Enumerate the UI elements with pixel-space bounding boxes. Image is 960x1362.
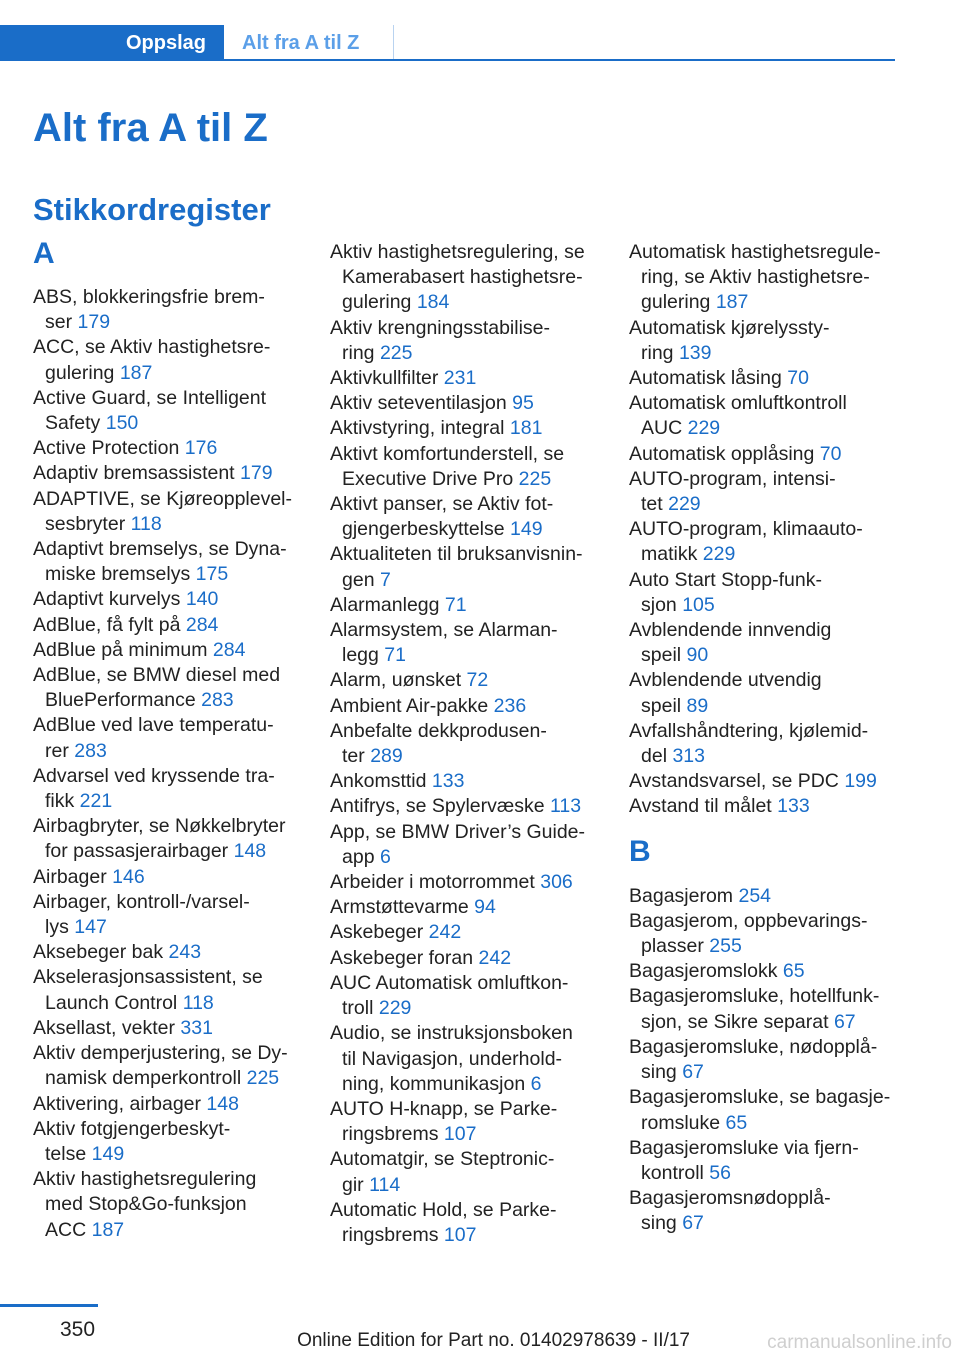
index-term: Ankomsttid: [330, 770, 427, 793]
index-entry: [330, 316, 598, 366]
page-reference-link[interactable]: 94: [474, 896, 496, 919]
index-term: Askebeger foran: [330, 946, 474, 969]
index-entry: [33, 436, 301, 461]
page-reference-link[interactable]: 65: [782, 960, 805, 983]
page-reference-link[interactable]: 118: [182, 991, 214, 1014]
page-reference-link[interactable]: 148: [233, 840, 267, 863]
index-entry: [330, 1097, 598, 1147]
index-term: Alarmanlegg: [330, 593, 440, 616]
page-reference-link[interactable]: 139: [678, 341, 712, 364]
index-column-1: [33, 236, 301, 1243]
index-entry: [629, 618, 897, 668]
index-term: Airbagbryter, se Nøkkelbryter for passasjerairbager: [33, 815, 286, 863]
page-reference-link[interactable]: 90: [686, 644, 709, 667]
tab-oppslag[interactable]: Oppslag: [0, 25, 224, 61]
index-entry: [330, 971, 598, 1021]
page-reference-link[interactable]: 254: [738, 884, 772, 907]
page-reference-link[interactable]: 65: [725, 1111, 748, 1134]
page-reference-link[interactable]: 284: [212, 638, 246, 661]
index-entry: [330, 1198, 598, 1248]
header-bar: [0, 25, 895, 61]
index-entry: [330, 366, 598, 391]
index-entry: [33, 1167, 301, 1243]
page-reference-link[interactable]: 105: [682, 593, 715, 616]
index-term: Aktivkullfilter: [330, 367, 439, 390]
index-entry: [33, 1092, 301, 1117]
page-reference-link[interactable]: 229: [702, 543, 736, 566]
index-term: Aktiv demperjustering, se Dy- namisk demperkontroll: [33, 1042, 288, 1090]
page-reference-link[interactable]: 70: [819, 442, 842, 465]
index-entry: [330, 593, 598, 618]
index-entry: [33, 638, 301, 663]
index-entry: [33, 1016, 301, 1041]
page-reference-link[interactable]: 150: [105, 412, 139, 435]
index-term: Adaptivt kurvelys: [33, 588, 181, 611]
page-reference-link[interactable]: 225: [246, 1067, 280, 1090]
page-reference-link[interactable]: 176: [184, 437, 218, 460]
index-term: AUTO H-knapp, se Parke- ringsbrems: [330, 1097, 558, 1146]
index-entry: [330, 870, 598, 895]
index-term: Avblendende innvendig speil: [629, 619, 832, 667]
page-reference-link[interactable]: 95: [512, 392, 534, 415]
index-term: Auto Start Stopp-funk- sjon: [629, 568, 822, 616]
index-entry: [330, 895, 598, 920]
index-term: Aksebeger bak: [33, 941, 164, 964]
page-reference-link[interactable]: 313: [672, 745, 705, 768]
index-entry: [33, 461, 301, 486]
watermark: carmanualsonline.info: [767, 1332, 952, 1353]
index-term: Aktualiteten til bruksanvisnin- gen: [330, 543, 583, 591]
header-divider: [0, 59, 895, 61]
index-term: Aktiv hastighetsregulering med Stop&Go-funksjon ACC: [33, 1168, 257, 1241]
index-entry: [629, 442, 897, 467]
page-reference-link[interactable]: 221: [79, 790, 113, 813]
index-entry: [330, 492, 598, 542]
index-term: ACC, se Aktiv hastighetsre- gulering: [33, 336, 271, 384]
index-column-2: [330, 240, 598, 1248]
page-reference-link[interactable]: 72: [466, 669, 489, 692]
page-reference-link[interactable]: 67: [682, 1212, 704, 1235]
index-term: Automatisk omluftkontroll AUC: [629, 392, 847, 440]
index-term: Avstand til målet: [629, 795, 772, 818]
index-term: Aktiv seteventilasjon: [330, 392, 507, 415]
page-reference-link[interactable]: 71: [384, 644, 406, 667]
index-term: AUTO-program, klimaauto- matikk: [629, 518, 863, 566]
index-entry: [629, 1035, 897, 1085]
index-entry: [33, 487, 301, 537]
index-entry: [629, 769, 897, 794]
index-entry: [33, 587, 301, 612]
page-reference-link[interactable]: 187: [119, 361, 153, 384]
page-reference-link[interactable]: 118: [130, 512, 162, 535]
index-term: Aktivt panser, se Aktiv fot- gjengerbeskyttelse: [330, 493, 554, 541]
index-term: Avstandsvarsel, se PDC: [629, 770, 839, 793]
index-entry: [33, 814, 301, 864]
page-reference-link[interactable]: 181: [509, 417, 543, 440]
index-term: Aktivt komfortunderstell, se Executive Drive Pro: [330, 442, 565, 490]
index-term: AdBlue, få fylt på: [33, 613, 181, 636]
index-entry: [629, 794, 897, 819]
page-reference-link[interactable]: 133: [777, 795, 810, 818]
index-entry: [330, 668, 598, 693]
page-reference-link[interactable]: 133: [431, 770, 465, 793]
index-term: AdBlue, se BMW diesel med BluePerformance: [33, 664, 281, 712]
edition-note: Online Edition for Part no. 01402978639 - II/17: [297, 1330, 690, 1351]
index-term: Bagasjeromsluke via fjern- kontroll: [629, 1136, 859, 1184]
page-reference-link[interactable]: 146: [112, 865, 145, 888]
index-term: Bagasjeromsluke, hotellfunk- sjon, se Sikre separat: [629, 985, 880, 1033]
footer-divider: [0, 1304, 98, 1307]
index-entry: [330, 1021, 598, 1097]
page-reference-link[interactable]: 229: [378, 997, 412, 1020]
page-reference-link[interactable]: 71: [444, 593, 467, 616]
page-reference-link[interactable]: 67: [833, 1010, 856, 1033]
index-entry: [629, 391, 897, 441]
page-reference-link[interactable]: 283: [201, 689, 234, 712]
index-term: ADAPTIVE, se Kjøreopplevel- sesbryter: [33, 487, 293, 535]
page-reference-link[interactable]: 242: [478, 946, 512, 969]
index-term: App, se BMW Driver’s Guide- app: [330, 820, 586, 868]
index-entry: [33, 1117, 301, 1167]
index-entry: [629, 719, 897, 769]
section-letter-b: B: [629, 834, 651, 868]
index-entry: [330, 240, 598, 316]
index-entry: [330, 719, 598, 769]
index-entry: [330, 920, 598, 945]
page-title: Alt fra A til Z: [33, 106, 268, 150]
index-term: Bagasjeromsluke, se bagasje- romsluke: [629, 1086, 891, 1134]
page-reference-link[interactable]: 187: [715, 291, 749, 314]
index-entry: [629, 568, 897, 618]
index-term: Antifrys, se Spylervæske: [330, 795, 545, 818]
index-entry: [629, 909, 897, 959]
index-term: Airbager, kontroll-/varsel- lys: [33, 890, 250, 939]
index-term: Ambient Air-pakke: [330, 694, 489, 717]
index-entry: [629, 1186, 897, 1236]
page-reference-link[interactable]: 175: [195, 563, 229, 586]
index-entry: [33, 285, 301, 335]
page-reference-link[interactable]: 149: [91, 1142, 125, 1165]
index-entry: [33, 663, 301, 713]
index-entry: [629, 984, 897, 1034]
index-term: Bagasjerom: [629, 884, 734, 907]
index-term: Aktiv hastighetsregulering, se Kamerabasert hastighetsre- gulering: [330, 241, 585, 314]
index-entry: [33, 613, 301, 638]
page-reference-link[interactable]: 242: [428, 921, 462, 944]
index-term: Aktivstyring, integral: [330, 417, 505, 440]
index-term: Avfallshåndtering, kjølemid- del: [629, 719, 869, 768]
page-reference-link[interactable]: 187: [91, 1218, 125, 1241]
index-entry: [629, 467, 897, 517]
index-entry: [33, 1041, 301, 1091]
index-term: Automatisk opplåsing: [629, 442, 815, 465]
index-entry: [629, 884, 897, 909]
page-reference-link[interactable]: 113: [550, 795, 582, 818]
index-term: AdBlue ved lave temperatu- rer: [33, 714, 274, 762]
page-reference-link[interactable]: 225: [518, 467, 552, 490]
index-term: Armstøttevarme: [330, 896, 469, 919]
index-term: Audio, se instruksjonsboken til Navigasjon, underhold- ning, kommunikasjon: [330, 1022, 573, 1095]
index-entry: [330, 618, 598, 668]
page-reference-link[interactable]: 243: [168, 941, 202, 964]
index-term: Active Guard, se Intelligent Safety: [33, 386, 267, 435]
index-entry: [330, 416, 598, 441]
index-term: Arbeider i motorrommet: [330, 871, 535, 894]
index-column-3: [629, 240, 897, 1237]
page-reference-link[interactable]: 289: [370, 745, 403, 768]
index-term: Automatisk låsing: [629, 367, 782, 390]
index-entry: [33, 713, 301, 763]
index-entry: [33, 537, 301, 587]
index-entry: [330, 1147, 598, 1197]
page-reference-link[interactable]: 107: [443, 1223, 477, 1246]
index-entry: [330, 694, 598, 719]
index-term: Anbefalte dekkprodusen- ter: [330, 719, 547, 768]
index-term: Adaptiv bremsassistent: [33, 462, 235, 485]
index-term: AUC Automatisk omluftkon- troll: [330, 971, 569, 1020]
page-reference-link[interactable]: 331: [180, 1016, 213, 1039]
page-reference-link[interactable]: 7: [379, 568, 391, 591]
page-reference-link[interactable]: 89: [686, 694, 709, 717]
index-entry: [629, 316, 897, 366]
index-entry: [33, 386, 301, 436]
index-term: Active Protection: [33, 437, 180, 460]
page-reference-link[interactable]: 147: [74, 916, 107, 939]
index-term: Bagasjeromsnødopplå- sing: [629, 1187, 831, 1235]
page-reference-link[interactable]: 6: [379, 845, 391, 868]
index-entry: [330, 542, 598, 592]
index-entry: [33, 890, 301, 940]
index-term: Alarmsystem, se Alarman- legg: [330, 619, 558, 667]
index-entry: [33, 940, 301, 965]
page-reference-link[interactable]: 179: [240, 462, 273, 485]
index-term: ABS, blokkeringsfrie brem- ser: [33, 286, 265, 334]
index-entry: [33, 764, 301, 814]
page-reference-link[interactable]: 67: [682, 1061, 704, 1084]
page-reference-link[interactable]: 284: [185, 613, 219, 636]
index-term: AdBlue på minimum: [33, 638, 208, 661]
index-term: Adaptivt bremselys, se Dyna- miske bremselys: [33, 538, 287, 586]
index-term: Aktiv fotgjengerbeskyt- telse: [33, 1117, 231, 1165]
page-reference-link[interactable]: 114: [369, 1173, 401, 1196]
index-entry: [330, 820, 598, 870]
index-term: Askebeger: [330, 921, 424, 944]
index-term: Akselerasjonsassistent, se Launch Control: [33, 966, 263, 1014]
page-reference-link[interactable]: 184: [416, 291, 450, 314]
page-reference-link[interactable]: 6: [530, 1072, 542, 1095]
index-term: Avblendende utvendig speil: [629, 669, 822, 717]
index-entry: [629, 1085, 897, 1135]
section-letter-a: A: [33, 237, 55, 270]
page-reference-link[interactable]: 225: [379, 341, 413, 364]
index-entry: [33, 865, 301, 890]
page-reference-link[interactable]: 236: [493, 694, 527, 717]
index-entry: [629, 517, 897, 567]
page-reference-link[interactable]: 148: [206, 1092, 239, 1115]
page-reference-link[interactable]: 107: [443, 1123, 477, 1146]
index-entry: [629, 240, 897, 316]
index-term: Aktiv krengningsstabilise- ring: [330, 316, 551, 364]
tab-alt-fra-a-til-z[interactable]: Alt fra A til Z: [224, 25, 394, 59]
page-reference-link[interactable]: 255: [709, 935, 742, 958]
index-term: Advarsel ved kryssende tra- fikk: [33, 764, 275, 813]
section-subtitle: Stikkordregister: [33, 192, 271, 227]
page-number: 350: [60, 1318, 96, 1341]
page-reference-link[interactable]: 140: [185, 588, 219, 611]
index-entry: [330, 769, 598, 794]
page-reference-link[interactable]: 199: [844, 770, 877, 793]
index-entry: [33, 965, 301, 1015]
index-term: AUTO-program, intensi- tet: [629, 467, 836, 516]
page-reference-link[interactable]: 231: [443, 367, 477, 390]
index-entry: [629, 668, 897, 718]
index-term: Automatisk kjørelyssty- ring: [629, 316, 830, 364]
page-reference-link[interactable]: 56: [709, 1161, 731, 1184]
index-entry: [330, 391, 598, 416]
page-reference-link[interactable]: 229: [668, 493, 701, 516]
index-term: Automatic Hold, se Parke- ringsbrems: [330, 1198, 557, 1246]
index-entry: [629, 1136, 897, 1186]
page-reference-link[interactable]: 306: [540, 871, 573, 894]
index-term: Aksellast, vekter: [33, 1016, 175, 1039]
index-entry: [33, 335, 301, 385]
page-reference-link[interactable]: 149: [510, 518, 543, 541]
index-term: Bagasjeromslokk: [629, 960, 778, 983]
index-entry: [330, 442, 598, 492]
index-term: Automatgir, se Steptronic- gir: [330, 1148, 555, 1196]
index-term: Bagasjeromsluke, nødopplå- sing: [629, 1035, 878, 1084]
index-entry: [330, 946, 598, 971]
index-term: Automatisk hastighetsregule- ring, se Aktiv hastighetsre- gulering: [629, 241, 881, 314]
index-term: Airbager: [33, 865, 107, 888]
index-term: Aktivering, airbager: [33, 1092, 201, 1115]
page-reference-link[interactable]: 179: [77, 311, 111, 334]
index-term: Bagasjerom, oppbevarings- plasser: [629, 909, 868, 958]
index-entry: [629, 959, 897, 984]
page-reference-link[interactable]: 70: [787, 367, 809, 390]
index-entry: [629, 366, 897, 391]
index-entry: [330, 794, 598, 819]
page-reference-link[interactable]: 283: [74, 739, 107, 762]
index-term: Alarm, uønsket: [330, 669, 462, 692]
page-reference-link[interactable]: 229: [687, 417, 721, 440]
